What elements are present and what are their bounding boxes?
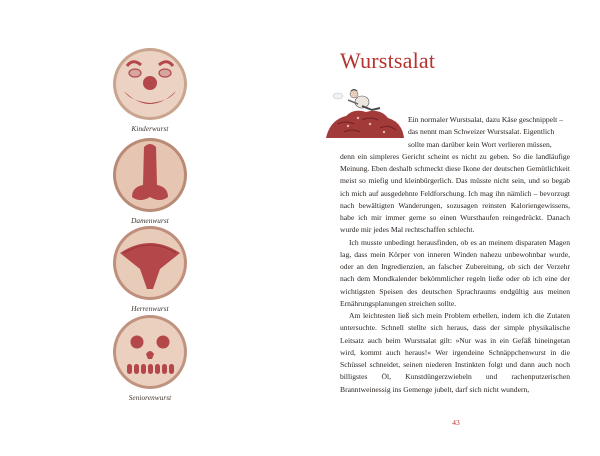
slice-caption: Seniorenwurst (128, 394, 172, 402)
page-number: 43 (452, 418, 460, 427)
line-3: sollte man darüber kein Wort verlieren müssen, (408, 139, 552, 149)
page-title: Wurstsalat (340, 47, 436, 73)
slice-caption: Kinderwurst (131, 125, 169, 133)
slice-caption: Damenwurst (131, 217, 169, 225)
fan-shape-icon (110, 223, 190, 303)
paragraph-2: Ich musste unbedingt herausfinden, ob es an meinem disparaten Magen lag, dass mein Körper von inneren Winden nahezu unbewohnbar wurde, oder an den Ingredienzien, an falscher Zubereitung, ob sich der Verzehr nach dem Mondkalender bekömmlicher regeln ließe oder ob ich eine der wichtigsten Speisen des deutschen Sprachraums endgültig aus meinen Ernährungsplanungen streichen sollte. (340, 237, 570, 308)
clown-face-icon (110, 45, 190, 123)
line-2: das nennt man Schweizer Wurstsalat. Eigentlich (408, 127, 555, 137)
slice-herrenwurst (100, 223, 200, 313)
paragraph-1 (340, 114, 570, 237)
article-body (340, 114, 570, 396)
slice-caption: Herrenwurst (131, 305, 169, 313)
paragraph-3: Am leichtesten ließ sich mein Problem erhellen, indem ich die Zutaten untersuchte. Schnell stellte sich heraus, dass der simple physikalische Leitsatz auch beim Wurstsalat gilt: »Nur was in ein Gefäß hineingetan wird, kommt auch heraus!« Wer irgendeine Schnäppchenwurst in die Schüssel schneidet, seinen niederen Instinkten folgt und dann auch noch billigstes Öl, Kunstdüngerzwiebeln und rachenputzerischen Branntweinessig ins Gemenge jubelt, darf sich nicht wundern, (340, 311, 570, 394)
slice-kinderwurst (100, 45, 200, 133)
phallus-shape-icon (110, 135, 190, 215)
slice-damenwurst (100, 135, 200, 225)
slice-seniorenwurst (100, 312, 200, 402)
line-1: Ein normaler Wurstsalat, dazu Käse geschnippelt – (408, 115, 563, 124)
skull-face-icon (110, 312, 190, 392)
paragraph-1-rest: denn ein simpleres Gericht scheint es nicht zu geben. So die landläufige Meinung. Eben deshalb schmeckt diese Ikone der deutschen Gemütlichkeit meist so miefig und kleinbürgerlich. Das müsste nicht sein, und so begab ich mich auf ausgedehnte Feldforschung. Ich mag ihn nämlich – bevorzugt nach bewältigten Wanderungen, sozusagen reinsten Kaloriengewissens, habe ich mir immer gerne so einen Wursthaufen reingedrückt. Danach wurde mir jedes Mal rechtschaffen schlecht. (340, 151, 570, 235)
